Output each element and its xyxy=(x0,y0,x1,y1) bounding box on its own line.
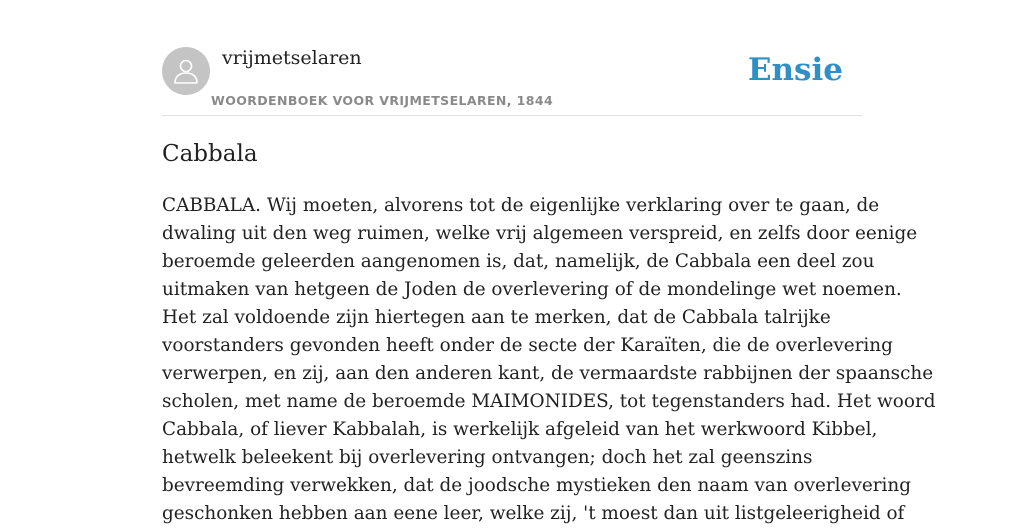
article-header xyxy=(162,0,862,116)
body-line: Het zal voldoende zijn hiertegen aan te merken, dat de Cabbala talrijke xyxy=(162,307,831,328)
body-line: verwerpen, en zij, aan den anderen kant, de vermaardste rabbijnen der spaansche xyxy=(162,363,934,384)
body-line: hetwelk beleekent bij overlevering ontvangen; doch het zal geenszins xyxy=(162,447,813,468)
body-line: dwaling uit den weg ruimen, welke vrij algemeen verspreid, en zelfs door eenige xyxy=(162,223,918,244)
article-page xyxy=(162,0,936,524)
source-label[interactable]: WOORDENBOEK VOOR VRIJMETSELAREN, 1844 xyxy=(211,93,554,108)
article-body xyxy=(162,192,936,528)
body-line: CABBALA. Wij moeten, alvorens tot de eigenlijke verklaring over te gaan, de xyxy=(162,195,880,216)
body-line: beroemde geleerden aangenomen is, dat, namelijk, de Cabbala een deel zou xyxy=(162,251,875,272)
body-line: geschonken hebben aan eene leer, welke zij, 't moest dan uit listgeleerigheid of xyxy=(162,503,905,524)
body-line: voorstanders gevonden heeft onder de secte der Karaïten, die de overlevering xyxy=(162,335,893,356)
avatar[interactable] xyxy=(162,47,210,95)
body-line: scholen, met name de beroemde MAIMONIDES, tot tegenstanders had. Het woord xyxy=(162,391,936,412)
body-line: bevreemding verwekken, dat de joodsche mystieken den naam van overlevering xyxy=(162,475,912,496)
body-line: Cabbala, of liever Kabbalah, is werkelijk afgeleid van het werkwoord Kibbel, xyxy=(162,419,878,440)
user-icon xyxy=(171,56,201,86)
article-title: Cabbala xyxy=(162,141,258,167)
body-line: uitmaken van hetgeen de Joden de overlevering of de mondelinge wet noemen. xyxy=(162,279,902,300)
ensie-logo[interactable]: Ensie xyxy=(747,52,843,88)
author-name[interactable]: vrijmetselaren xyxy=(222,47,362,69)
